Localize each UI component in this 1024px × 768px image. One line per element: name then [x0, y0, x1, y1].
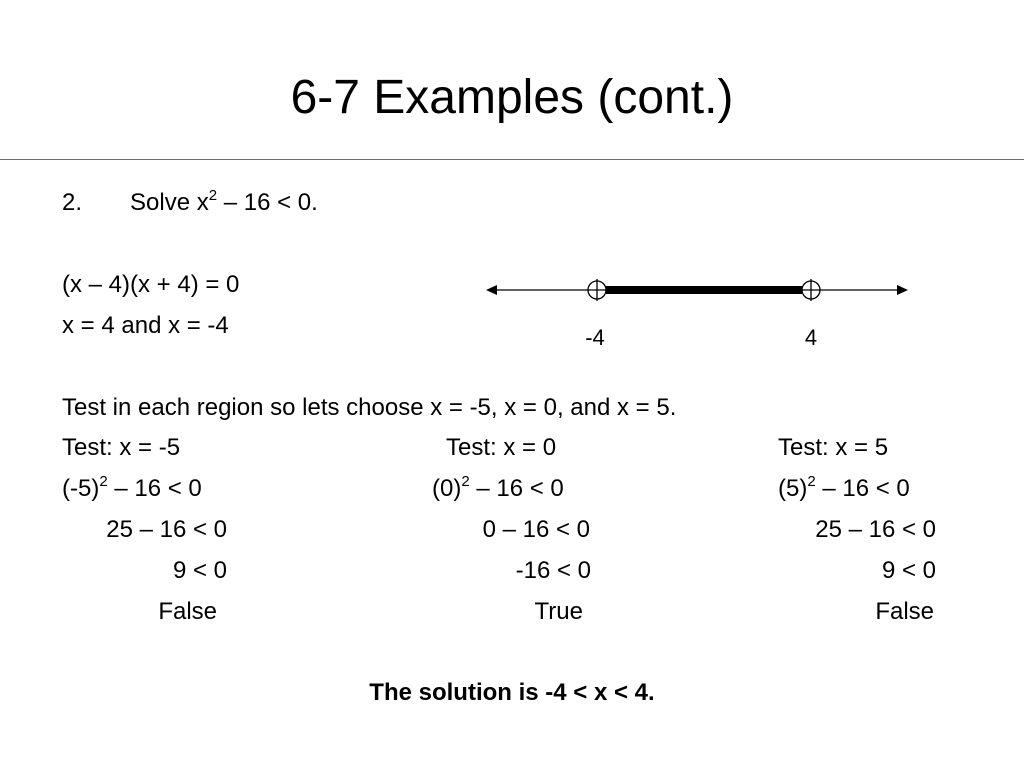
number-line-label-4: 4 — [804, 325, 818, 350]
test-heading-3: Test: x = 5 — [778, 434, 889, 461]
test-expression-rest: – 16 < 0 — [107, 475, 202, 502]
test-expression-2 — [432, 474, 564, 504]
test-heading-2: Test: x = 0 — [446, 434, 557, 461]
problem-statement — [130, 188, 318, 218]
test-expression-3 — [778, 474, 910, 504]
test-result-3: False — [875, 598, 934, 625]
test-expression-exponent: 2 — [807, 473, 816, 490]
number-line — [478, 270, 918, 314]
right-arrow-icon — [897, 285, 908, 295]
test-step3-1: 9 < 0 — [172, 557, 227, 584]
test-expression-exponent: 2 — [99, 473, 108, 490]
statement-prefix: Solve x — [130, 189, 209, 216]
statement-suffix: – 16 < 0. — [217, 189, 318, 216]
test-expression-base: (5) — [778, 475, 808, 502]
test-step3-2: -16 < 0 — [515, 557, 591, 584]
slide-title: 6-7 Examples (cont.) — [290, 71, 734, 124]
test-instruction: Test in each region so lets choose x = -5, x = 0, and x = 5. — [62, 394, 677, 421]
test-expression-base: (-5) — [62, 475, 100, 502]
test-result-1: False — [158, 598, 217, 625]
number-line-label-neg4: -4 — [585, 325, 605, 350]
test-expression-rest: – 16 < 0 — [815, 475, 910, 502]
test-expression-1 — [62, 474, 202, 504]
test-expression-exponent: 2 — [461, 473, 470, 490]
test-step2-3: 25 – 16 < 0 — [815, 516, 936, 543]
solution-statement: The solution is -4 < x < 4. — [369, 679, 655, 706]
factored-equation: (x – 4)(x + 4) = 0 — [62, 271, 240, 298]
test-result-2: True — [534, 598, 583, 625]
test-expression-base: (0) — [432, 475, 462, 502]
test-step2-1: 25 – 16 < 0 — [106, 516, 227, 543]
test-expression-rest: – 16 < 0 — [469, 475, 564, 502]
test-step3-3: 9 < 0 — [881, 557, 936, 584]
roots-line: x = 4 and x = -4 — [62, 312, 229, 339]
test-step2-2: 0 – 16 < 0 — [482, 516, 590, 543]
test-heading-1: Test: x = -5 — [62, 434, 181, 461]
title-divider — [0, 159, 1024, 160]
problem-number: 2. — [62, 189, 83, 216]
statement-exponent: 2 — [208, 187, 218, 204]
left-arrow-icon — [486, 285, 497, 295]
